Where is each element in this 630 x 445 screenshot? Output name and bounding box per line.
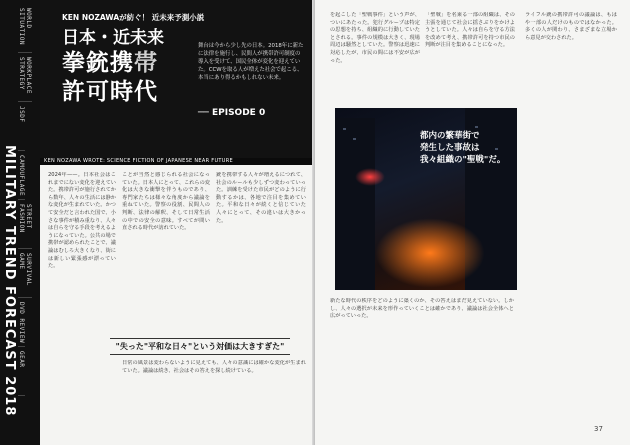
caption-line: 都内の繁華街で bbox=[420, 131, 480, 141]
body-column: 新たな時代の秩序をどのように築くのか、その答えはまだ見えていない。しかし、人々の選択が未来を形作っていくことは確かであり、議論は社会全体へと広がっていった。 bbox=[330, 298, 514, 320]
sidebar-tab: GEAR bbox=[18, 351, 25, 396]
building-shape bbox=[335, 118, 375, 290]
title-line-3: 許可時代 bbox=[62, 78, 158, 105]
article-subtitle: KEN NOZAWA WROTE: SCIENCE FICTION OF JAPANESE NEAR FUTURE bbox=[40, 158, 312, 165]
sidebar-tab: JSDF bbox=[18, 106, 25, 151]
article-lead: 舞台は今から少し先の日本。2018年に新たに法律を施行し、民間人が携帯許可制度の導入を受けて、国民全体が変化を迎えていた。CCWを取る人が増えた社会で起こる、本当にあり得るかもしれない未来。 bbox=[198, 43, 304, 81]
sidebar-tab: STREET FASHION bbox=[18, 204, 32, 249]
sidebar-tab: DVD REVIEW bbox=[18, 302, 25, 347]
sidebar bbox=[0, 0, 40, 445]
page-number: 37 bbox=[594, 425, 603, 433]
sidebar-tab: WORKPLACE STRATEGY bbox=[18, 57, 32, 102]
window-light bbox=[343, 128, 346, 130]
sidebar-tab: SURVIVAL GAME bbox=[18, 253, 32, 298]
photo-caption bbox=[420, 130, 505, 166]
caption-line: 我々組織の"聖戦"だ。 bbox=[420, 155, 506, 165]
pull-quote: "失った"平和な日々"という対価は大きすぎた" bbox=[110, 338, 290, 355]
body-column: 銃を携帯する人々が増えるにつれて、社会のルールも少しずつ変わっていった。訓練を受けた市民がどのように行動するかは、各地で注目を集めていた。平和な日々が続くと信じていた人々にとって、その違いは大きかった。 bbox=[216, 172, 306, 224]
magazine-section-title: MILITARY TREND FORECAST 2018 bbox=[2, 145, 17, 417]
body-column: を起こした「聖戦事件」という声が、ついにあたった。犯行グループは特定の思想を持ち、組織的に行動していたとされる。事件の規模は大きく、現場周辺は騒然としていた。警察は迅速に対応したが、市民の間には不安が広がった。 bbox=[330, 12, 420, 64]
title-line-2 bbox=[62, 48, 164, 77]
siren-light bbox=[355, 168, 385, 186]
body-column: ライフル銃の携帯許可の議論は、もはや一部の人だけのものではなかった。多くの人が関わり、さまざまな立場から意見が交わされた。 bbox=[525, 12, 617, 41]
sidebar-tab: CAMOUFLAGE bbox=[18, 155, 25, 200]
episode-label: ── EPISODE 0 bbox=[198, 108, 266, 118]
title-line-1: 日本・近未来 bbox=[62, 28, 164, 48]
fire-glow bbox=[375, 218, 485, 288]
body-column: 「聖戦」を名乗る一部の組織は、その主張を通じて社会に揺さぶりをかけようとしていた。人々は自らを守る方法を改めて考え、携帯許可を持つ市民の判断が注目を集めることになった。 bbox=[425, 12, 515, 49]
sidebar-tab: WORLD SITUATION bbox=[18, 8, 32, 53]
window-light bbox=[475, 126, 478, 128]
title-line-2-main: 拳銃携 bbox=[62, 49, 134, 76]
window-light bbox=[353, 138, 356, 140]
body-column: 2024年——。日本社会はこれまでにない変化を迎えていた。携帯許可が施行されてから数年、人々の生活には静かな変化が生まれていた。かつて安全だと言われた国で、小さな事件が積み重なり、人々は自らを守る手段を考えるようになっていた。公共の場で携帯が認められたことで、議論はむしろ大きくなり、街には新しい緊張感が漂っていた。 bbox=[48, 172, 116, 270]
title-line-2-accent: 帯 bbox=[134, 49, 158, 76]
body-column: ことが当然と感じられる社会になっていた。日本人にとって、これらの変化は大きな衝撃を伴うものであり、専門家たちは様々な角度から議論を重ねていた。警察の役割、民間人の判断、法律の解釈、そして日常生活の中での安全の意味。すべてが問い直される時代が訪れていた。 bbox=[122, 172, 210, 232]
article-kicker: KEN NOZAWAが紡ぐ！ 近未来予測小説 bbox=[62, 13, 205, 22]
article-title bbox=[62, 28, 164, 106]
article-header bbox=[40, 0, 312, 160]
body-column: 日常の風景は変わらないように見えても、人々の意識には確かな変化が生まれていた。議論は続き、社会はその答えを探し続けている。 bbox=[122, 360, 306, 374]
sidebar-tabs bbox=[18, 8, 38, 400]
caption-line: 発生した事故は bbox=[420, 143, 480, 153]
